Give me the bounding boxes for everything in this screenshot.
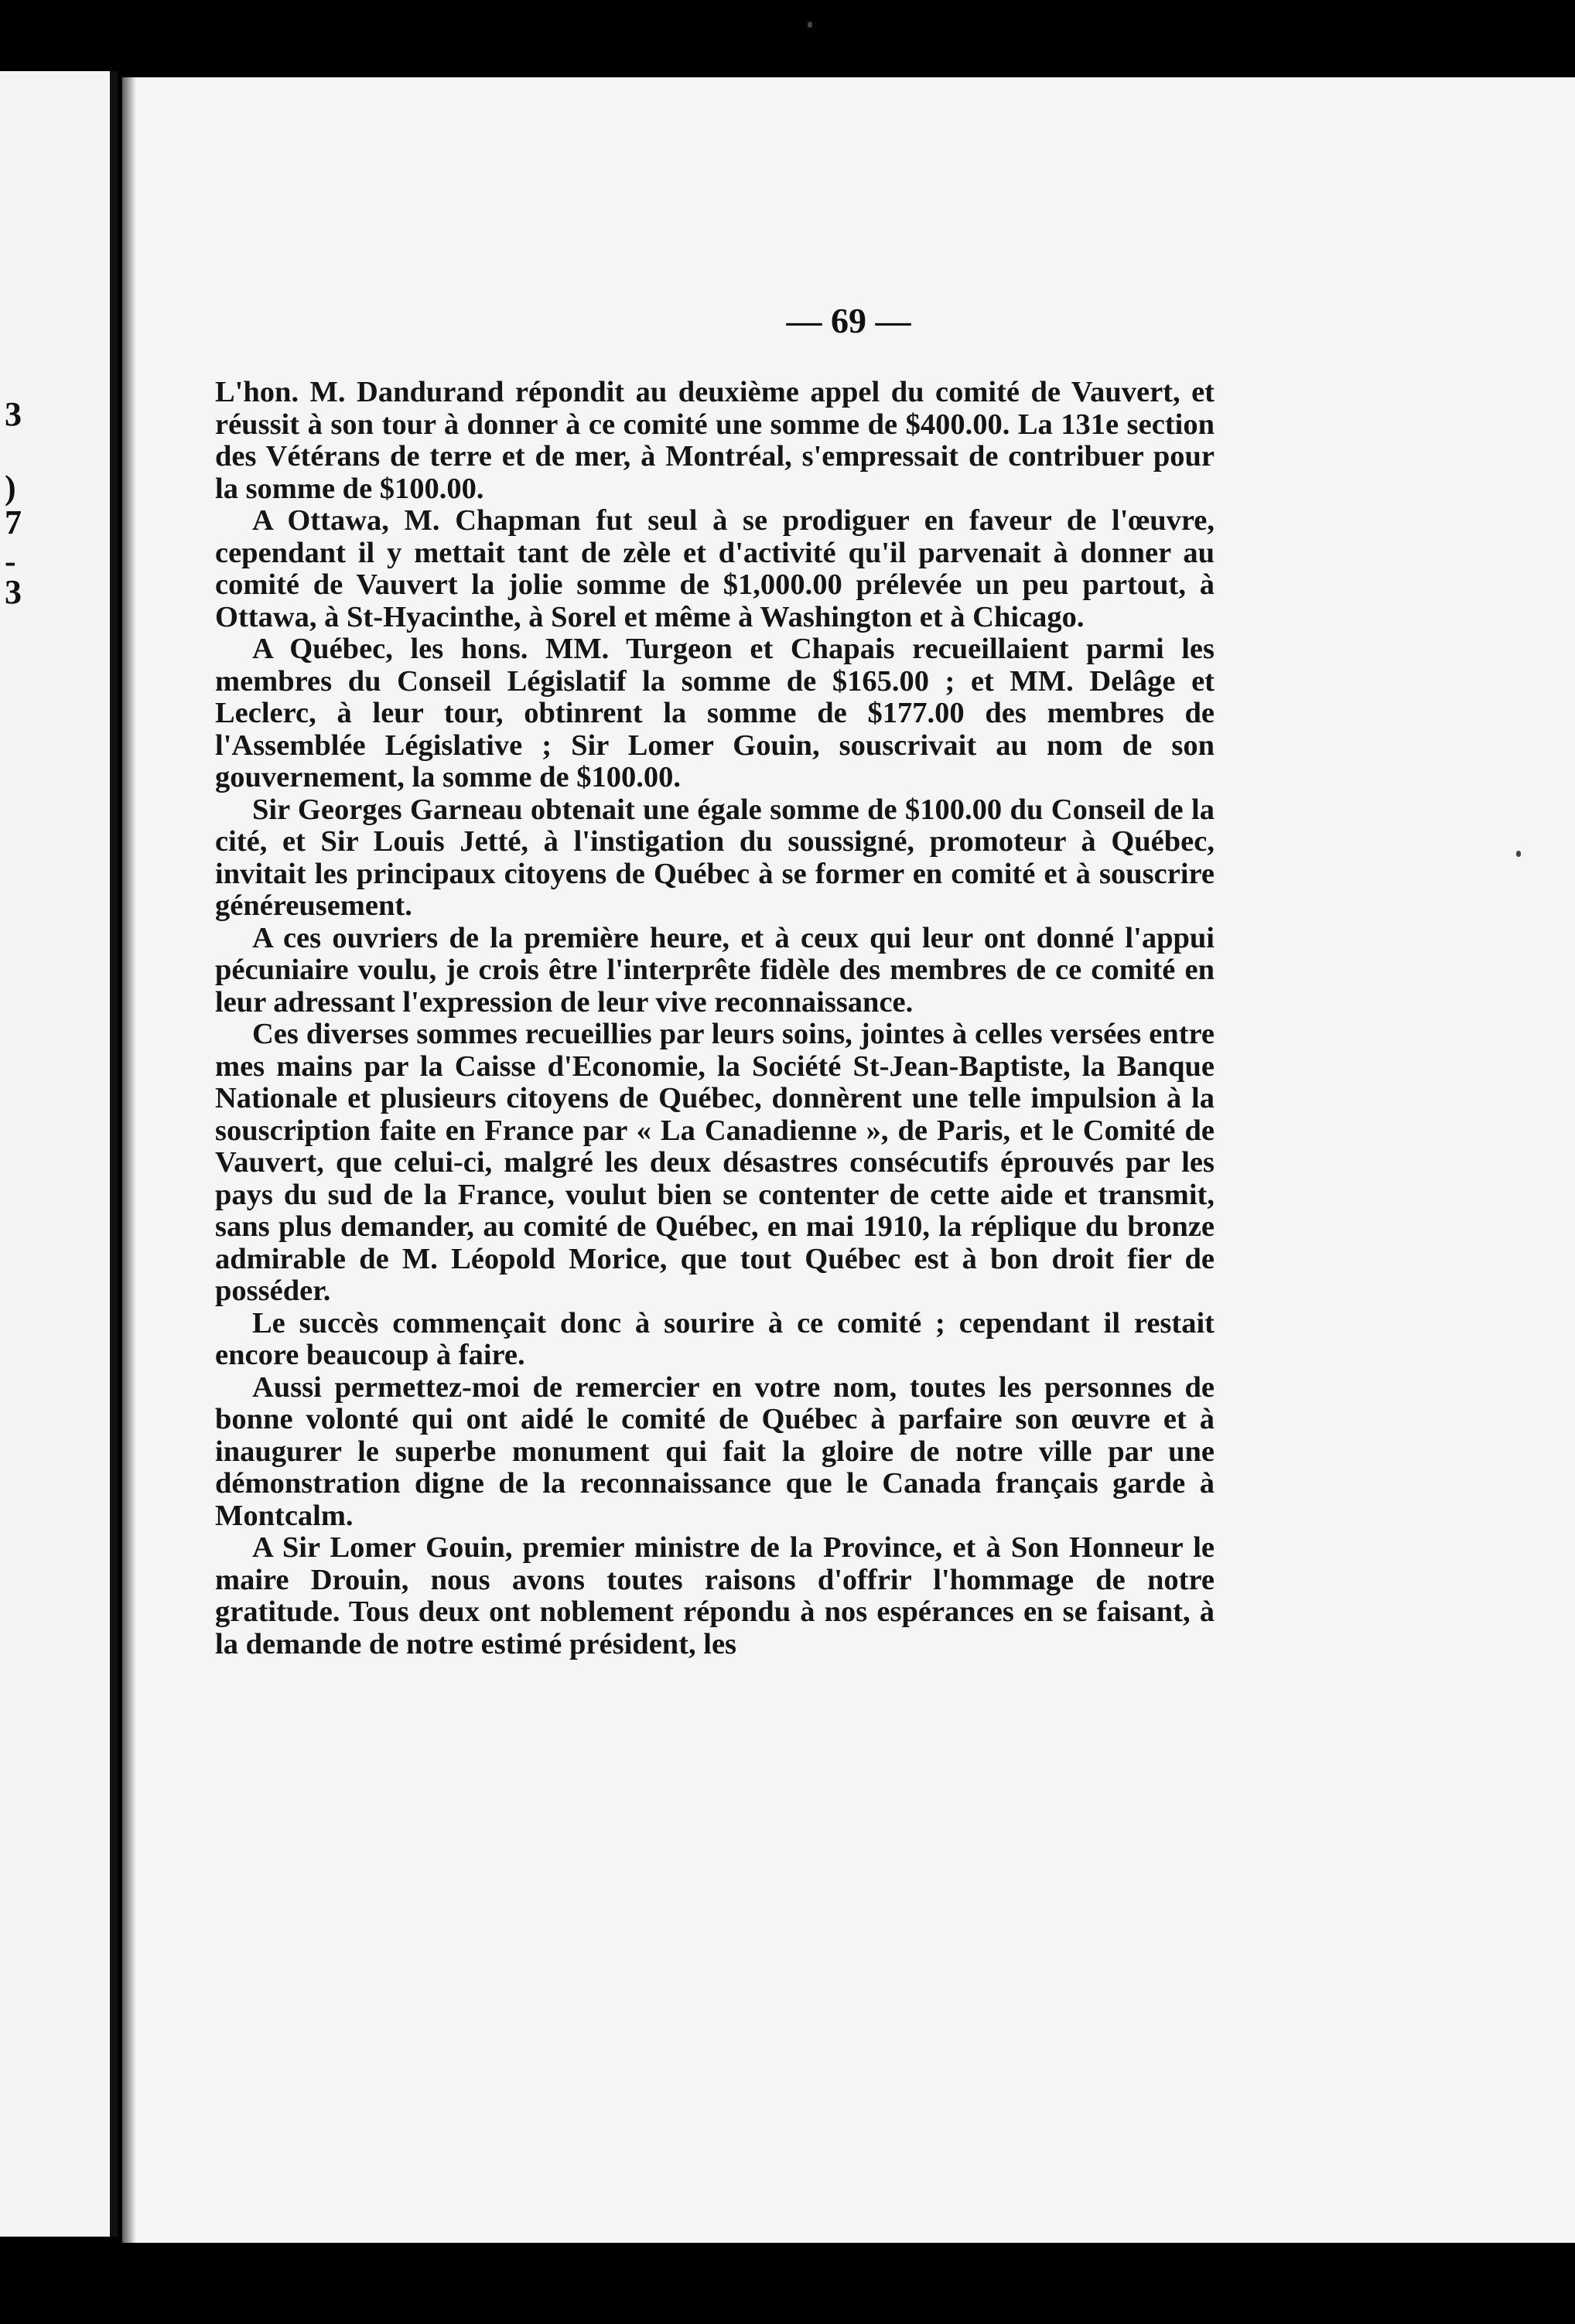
paragraph: L'hon. M. Dandurand répondit au deuxième appel du comité de Vauvert, et réussit à son tour à donner à ce comité une somme de $400.00. La 131e section des Vétérans de terre et de mer, à Montréal, s'empressait de contribuer pour la somme de $100.00. xyxy=(215,376,1215,505)
paragraph: A Québec, les hons. MM. Turgeon et Chapais recueillaient parmi les membres du Conseil Législatif la somme de $165.00 ; et MM. Delâge et Leclerc, à leur tour, obtinrent la somme de $177.00 des membres de l'Assemblée Législative ; Sir Lomer Gouin, souscrivait au nom de son gouvernement, la somme de $100.00. xyxy=(215,633,1215,793)
margin-mark: 3 xyxy=(5,395,22,433)
scan-speck xyxy=(808,22,812,28)
page-shadow xyxy=(122,77,136,2243)
paragraph: A Sir Lomer Gouin, premier ministre de la Province, et à Son Honneur le maire Drouin, nous avons toutes raisons d'offrir l'hommage de notre gratitude. Tous deux ont noblement répondu à nos espérances en se faisant, à la demande de notre estimé président, les xyxy=(215,1531,1215,1660)
page-gutter xyxy=(110,71,118,2237)
paragraph: Ces diverses sommes recueillies par leurs soins, jointes à celles versées entre mes mains par la Caisse d'Economie, la Société St-Jean-Baptiste, la Banque Nationale et plusieurs citoyens de Québec, donnèrent une telle impulsion à la souscription faite en France par « La Canadienne », de Paris, et le Comité de Vauvert, que celui-ci, malgré les deux désastres consécutifs éprouvés par les pays du sud de la France, voulut bien se contenter de cette aide et transmit, sans plus demander, au comité de Québec, en mai 1910, la réplique du bronze admirable de M. Léopold Morice, que tout Québec est à bon droit fier de posséder. xyxy=(215,1018,1215,1307)
body-text xyxy=(215,377,1215,1660)
paragraph: Aussi permettez-moi de remercier en votre nom, toutes les personnes de bonne volonté qui ont aidé le comité de Québec à parfaire son œuvre et à inaugurer le superbe monument qui fait la gloire de notre ville par une démonstration digne de la reconnaissance que le Canada français garde à Montcalm. xyxy=(215,1370,1215,1532)
paragraph: Le succès commençait donc à sourire à ce comité ; cependant il restait encore beaucoup à faire. xyxy=(215,1306,1215,1371)
paragraph: A ces ouvriers de la première heure, et à ceux qui leur ont donné l'appui pécuniaire voulu, je crois être l'interprête fidèle des membres de ce comité en leur adressant l'expression de leur vive reconnaissance. xyxy=(215,921,1215,1019)
margin-mark: 7 xyxy=(5,503,22,541)
page-number: — 69 — xyxy=(786,301,911,340)
scan-border-bottom xyxy=(0,2243,1575,2324)
paragraph: Sir Georges Garneau obtenait une égale somme de $100.00 du Conseil de la cité, et Sir Louis Jetté, à l'instigation du soussigné, promoteur à Québec, invitait les principaux citoyens de Québec à se former en comité et à souscrire généreusement. xyxy=(215,793,1215,922)
margin-mark: ) xyxy=(5,469,16,507)
margin-mark: - xyxy=(5,542,16,580)
paragraph: A Ottawa, M. Chapman fut seul à se prodiguer en faveur de l'œuvre, cependant il y mettait tant de zèle et d'activité qu'il parvenait à donner au comité de Vauvert la jolie somme de $1,000.00 prélevée un peu partout, à Ottawa, à St-Hyacinthe, à Sorel et même à Washington et à Chicago. xyxy=(215,504,1215,633)
margin-mark: 3 xyxy=(5,573,22,611)
scan-speck xyxy=(1516,851,1521,857)
